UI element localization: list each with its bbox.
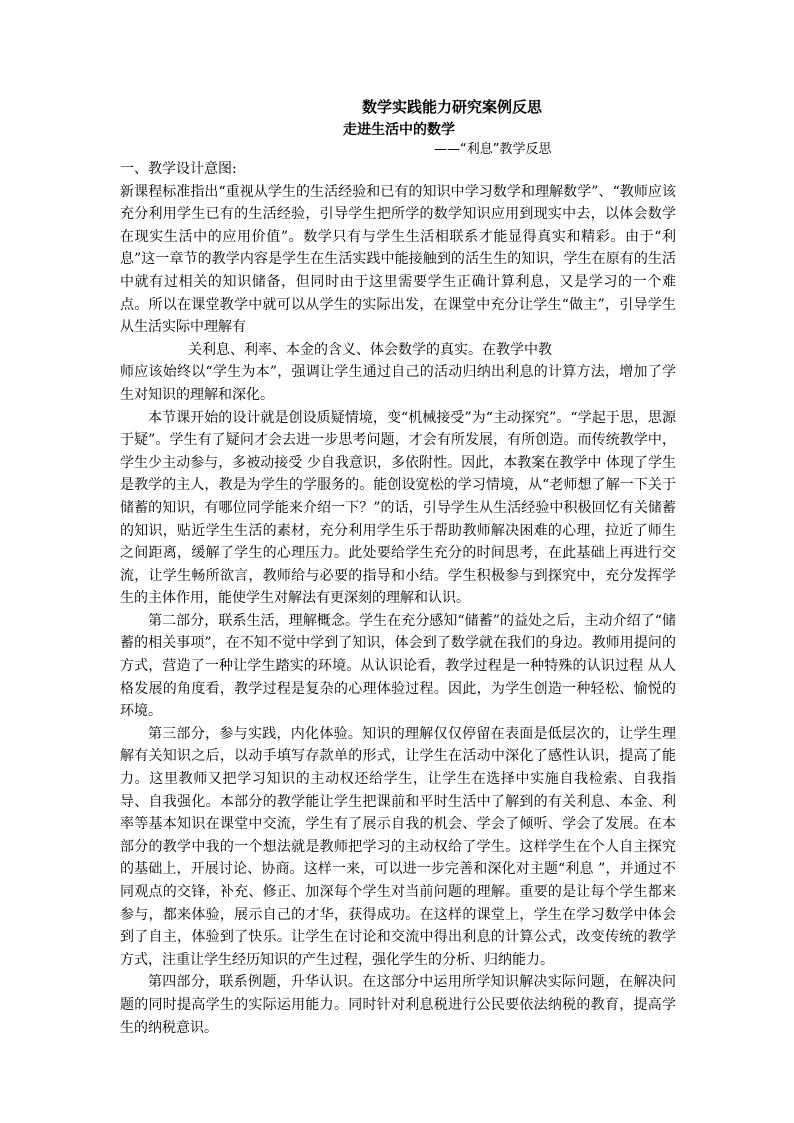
paragraph-5: 第四部分，联系例题，升华认识。在这部分中运用所学知识解决实际问题，在解决问题的同时提高学生的实际运用能力。同时针对利息税进行公民要依法纳税的教育，提高学生的纳税意识。 <box>120 974 676 1036</box>
paragraph-1c: 师应该始终以“学生为本”，强调让学生通过自己的活动归纳出利息的计算方法，增加了学生对知识的理解和深化。 <box>120 364 676 403</box>
paragraph-1a: 新课程标准指出“重视从学生的生活经验和已有的知识中学习数学和理解数学”、“教师应该充分利用学生已有的生活经验，引导学生把所学的数学知识应用到现实中去，以体会数学在现实生活中的应用价值”。数学只有与学生生活相联系才能显得真实和精彩。由于“利息”这一章节的教学内容是学生在生活实践中能接触到的活生生的知识，学生在原有的生活中就有过相关的知识储备，但同时由于这里需要学生正确计算利息，又是学习的一个难点。所以在课堂教学中就可以从学生的实际出发，在课堂中充分让学生“做主”，引导学生从生活实际中理解有 <box>120 183 676 336</box>
document-body <box>120 158 676 1039</box>
document-byline: ——“利息”教学反思 <box>434 142 552 157</box>
paragraph-4: 第三部分，参与实践，内化体验。知识的理解仅仅停留在表面是低层次的，让学生理解有关知识之后，以动手填写存款单的形式，让学生在活动中深化了感性认识，提高了能力。这里教师又把学习知识的主动权还给学生，让学生在选择中实施自我检索、自我指导、自我强化。本部分的教学能让学生把课前和平时生活中了解到的有关利息、本金、利率等基本知识在课堂中交流，学生有了展示自我的机会、学会了倾听、学会了发展。在本部分的教学中我的一个想法就是教师把学习的主动权给了学生。这样学生在个人自主探究的基础上，开展讨论、协商。这样一来，可以进一步完善和深化对主题“利息 ”，并通过不同观点的交锋，补充、修正、加深每个学生对当前问题的理解。重要的是让每个学生都来参与，都来体验，展示自己的才华，获得成功。在这样的课堂上，学生在学习数学中体会到了自主，体验到了快乐。让学生在讨论和交流中得出利息的计算公式，改变传统的教学方式，注重让学生经历知识的产生过程，强化学生的分析、归纳能力。 <box>120 725 676 968</box>
paragraph-2: 本节课开始的设计就是创设质疑情境，变“机械接受”为“主动探究”。“学起于思，思源于疑”。学生有了疑问才会去进一步思考问题，才会有所发展，有所创造。而传统教学中，学生少主动参与，多被动接受 少自我意识，多依附性。因此，本教案在教学中 体现了学生是教学的主人，教是为学生的学服务的。能创设宽松的学习情境，从“老师想了解一下关于储蓄的知识，有哪位同学能来介绍一下？”的话，引导学生从生活经验中积极回忆有关储蓄的知识，贴近学生生活的素材，充分利用学生乐于帮助教师解决困难的心理，拉近了师生之间距离，缓解了学生的心理压力。此处要给学生充分的时间思考，在此基础上再进行交流，让学生畅所欲言，教师给与必要的指导和小结。学生积极参与到探究中，充分发挥学生的主体作用，能使学生对解法有更深刻的理解和认识。 <box>120 409 676 607</box>
paragraph-1b: 关利息、利率、本金的含义、体会数学的真实。在教学中教 <box>188 341 552 358</box>
document-subtitle: 走进生活中的数学 <box>343 122 455 138</box>
paragraph-3: 第二部分，联系生活，理解概念。学生在充分感知“储蓄”的益处之后，主动介绍了“储蓄的相关事项”，在不知不觉中学到了知识，体会到了数学就在我们的身边。教师用提问的方式，营造了一种让学生踏实的环境。从认识论看，教学过程是一种特殊的认识过程 从人格发展的角度看，教学过程是复杂的心理体验过程。因此，为学生创造一种轻松、愉悦的环境。 <box>120 612 676 720</box>
section-heading: 一、教学设计意图: <box>120 161 237 177</box>
document-title: 数学实践能力研究案例反思 <box>361 98 542 116</box>
